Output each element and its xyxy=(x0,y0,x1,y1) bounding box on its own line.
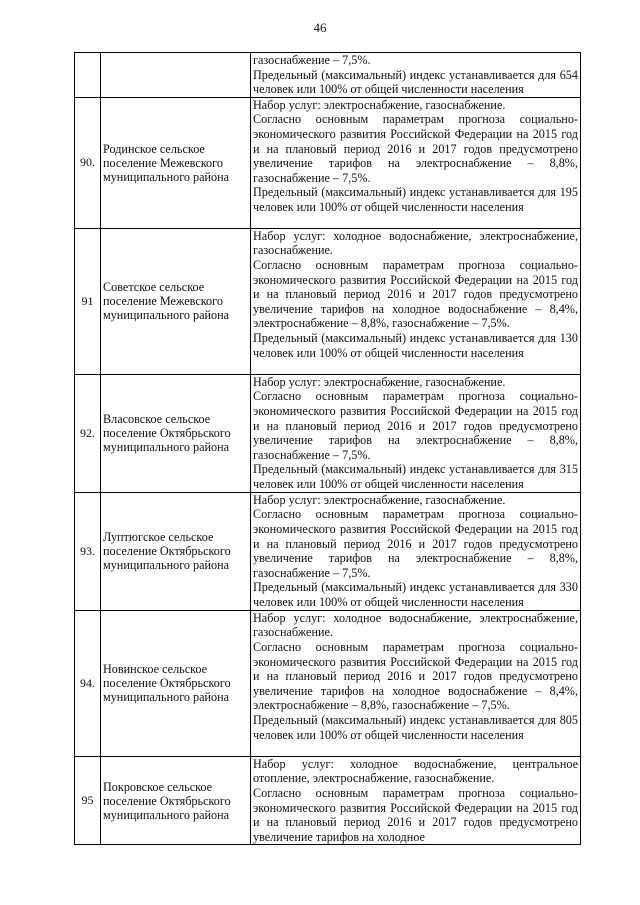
table-row xyxy=(75,374,581,492)
page-number: 46 xyxy=(313,20,327,35)
settlement-name-line: муниципального района xyxy=(103,308,230,323)
paragraph: Набор услуг: холодное водоснабжение, центральное отопление, электроснабжение, газоснабжение. xyxy=(253,756,578,786)
settlement-name-line: Советское сельское xyxy=(103,280,205,295)
row-number: 95 xyxy=(75,756,101,845)
settlement-name xyxy=(101,53,251,98)
paragraph: Согласно основным параметрам прогноза социально-экономического развития Российской Федерации на 2015 год и на плановый период 2016 и 2017 годов предусмотрено увеличение тарифов на электроснабжение – 8,8%, газоснабжение – 7,5%. xyxy=(253,389,578,462)
row-number: 91 xyxy=(75,228,101,374)
paragraph: Согласно основным параметрам прогноза социально-экономического развития Российской Федерации на 2015 год и на плановый период 2016 и 2017 годов предусмотрено увеличение тарифов на холодное водоснабжение – 8,4%, электроснабжение – 8,8%, газоснабжение – 7,5%. xyxy=(253,257,578,331)
settlement-name-line: муниципального района xyxy=(103,558,230,573)
row-description xyxy=(251,756,581,845)
paragraph: Набор услуг: холодное водоснабжение, электроснабжение, газоснабжение. xyxy=(253,228,578,258)
tariff-table xyxy=(74,52,581,845)
settlement-name-line: Луптюгское сельское xyxy=(103,530,214,545)
table-row xyxy=(75,756,581,845)
settlement-name-line: поселение Межевского xyxy=(103,155,223,170)
row-description xyxy=(251,228,581,374)
paragraph: Предельный (максимальный) индекс устанавливается для 195 человек или 100% от общей численности населения xyxy=(253,185,578,214)
settlement-name xyxy=(101,492,251,610)
paragraph: Согласно основным параметрам прогноза социально-экономического развития Российской Федерации на 2015 год и на плановый период 2016 и 2017 годов предусмотрено увеличение тарифов на холодное водоснабжение – 8,4%, электроснабжение – 8,8%, газоснабжение – 7,5%. xyxy=(253,639,578,713)
settlement-name-line: муниципального района xyxy=(103,440,230,455)
paragraph: Набор услуг: электроснабжение, газоснабжение. xyxy=(253,97,506,112)
settlement-name xyxy=(101,228,251,374)
paragraph: Набор услуг: электроснабжение, газоснабжение. xyxy=(253,374,506,389)
paragraph: Предельный (максимальный) индекс устанавливается для 130 человек или 100% от общей численности населения xyxy=(253,330,578,360)
settlement-name-line: Покровское сельское xyxy=(103,779,213,794)
row-number: 94. xyxy=(75,610,101,756)
settlement-name-line: муниципального района xyxy=(103,807,230,822)
settlement-name-line: Власовское сельское xyxy=(103,412,211,427)
row-number: 93. xyxy=(75,492,101,610)
settlement-name-line: поселение Межевского xyxy=(103,294,223,309)
settlement-name-line: Родинское сельское xyxy=(103,141,205,156)
settlement-name-line: муниципального района xyxy=(103,690,230,705)
row-description xyxy=(251,492,581,610)
paragraph: Согласно основным параметрам прогноза социально-экономического развития Российской Федерации на 2015 год и на плановый период 2016 и 2017 годов предусмотрено увеличение тарифов на холодное xyxy=(253,785,578,844)
paragraph: Предельный (максимальный) индекс устанавливается для 330 человек или 100% от общей численности населения xyxy=(253,580,578,609)
paragraph: газоснабжение – 7,5%. xyxy=(253,53,371,67)
paragraph: Согласно основным параметрам прогноза социально-экономического развития Российской Федерации на 2015 год и на плановый период 2016 и 2017 годов предусмотрено увеличение тарифов на электроснабжение – 8,8%, газоснабжение – 7,5%. xyxy=(253,112,578,185)
table-row xyxy=(75,228,581,374)
settlement-name-line: поселение Октябрьского xyxy=(103,793,231,808)
row-number xyxy=(75,53,101,98)
settlement-name-line: муниципального района xyxy=(103,169,230,184)
table-row xyxy=(75,610,581,756)
table-row xyxy=(75,97,581,228)
paragraph: Предельный (максимальный) индекс устанавливается для 805 человек или 100% от общей численности населения xyxy=(253,712,578,742)
paragraph: Предельный (максимальный) индекс устанавливается для 315 человек или 100% от общей численности населения xyxy=(253,462,578,491)
settlement-name-line: поселение Октябрьского xyxy=(103,426,231,441)
row-description xyxy=(251,97,581,228)
settlement-name xyxy=(101,374,251,492)
paragraph: Набор услуг: электроснабжение, газоснабжение. xyxy=(253,492,506,507)
table-row xyxy=(75,53,581,98)
settlement-name-line: поселение Октябрьского xyxy=(103,544,231,559)
row-number: 92. xyxy=(75,374,101,492)
settlement-name xyxy=(101,97,251,228)
settlement-name xyxy=(101,610,251,756)
paragraph: Согласно основным параметрам прогноза социально-экономического развития Российской Федерации на 2015 год и на плановый период 2016 и 2017 годов предусмотрено увеличение тарифов на электроснабжение – 8,8%, газоснабжение – 7,5%. xyxy=(253,507,578,580)
row-description xyxy=(251,610,581,756)
row-description xyxy=(251,374,581,492)
row-number: 90. xyxy=(75,97,101,228)
table-row xyxy=(75,492,581,610)
settlement-name xyxy=(101,756,251,845)
paragraph: Набор услуг: холодное водоснабжение, электроснабжение, газоснабжение. xyxy=(253,610,578,640)
settlement-name-line: поселение Октябрьского xyxy=(103,676,231,691)
paragraph: Предельный (максимальный) индекс устанавливается для 654 человек или 100% от общей численности населения xyxy=(253,67,578,97)
row-description xyxy=(251,53,581,98)
settlement-name-line: Новинское сельское xyxy=(103,662,208,677)
